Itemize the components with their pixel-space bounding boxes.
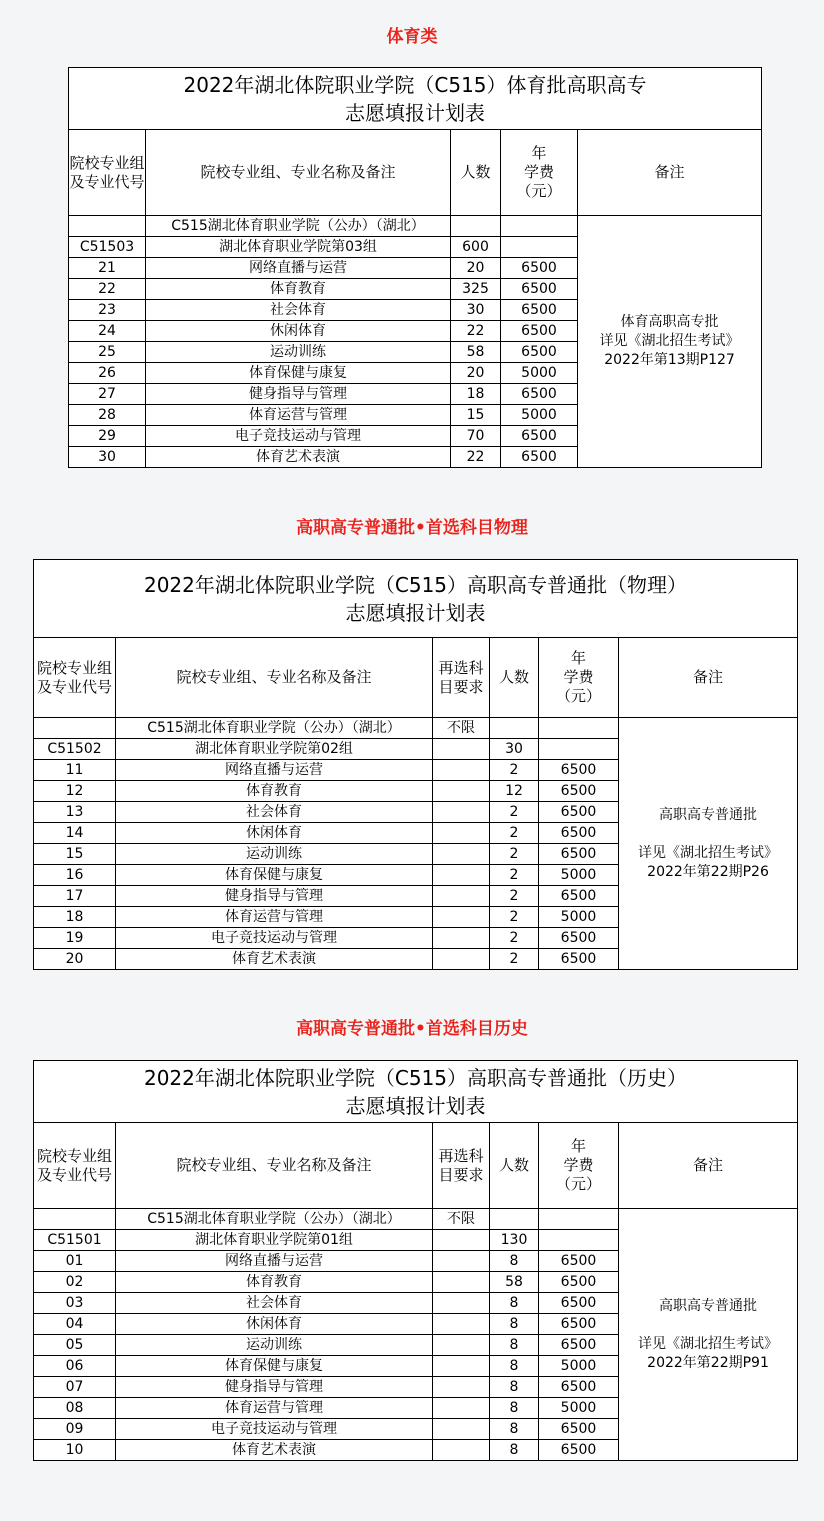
table-row: 10 体育艺术表演 8 6500 (34, 1440, 798, 1461)
group-count: 600 (451, 237, 501, 258)
table-row: 03 社会体育 8 6500 (34, 1293, 798, 1314)
header-fee: 年 学费 （元） (539, 1123, 619, 1209)
table-title: 2022年湖北体院职业学院（C515）体育批高职高专 志愿填报计划表 (69, 68, 762, 130)
table-row: 14 休闲体育 2 6500 (34, 823, 798, 844)
table-row (34, 718, 798, 739)
header-count: 人数 (490, 1123, 539, 1209)
table-row: 21 网络直播与运营 20 6500 (69, 258, 762, 279)
subject-requirement: 不限 (433, 718, 490, 739)
group-code: C51502 (34, 739, 116, 760)
table-row: 08 体育运营与管理 8 5000 (34, 1398, 798, 1419)
table-row (34, 1209, 798, 1230)
group-name: 湖北体育职业学院第03组 (146, 237, 451, 258)
group-name: 湖北体育职业学院第01组 (116, 1230, 433, 1251)
table-row: 15 运动训练 2 6500 (34, 844, 798, 865)
section-heading-history: 高职高专普通批•首选科目历史 (296, 1019, 528, 1039)
table-row: 01 网络直播与运营 8 6500 (34, 1251, 798, 1272)
plan-table-physics (33, 559, 798, 970)
header-note: 备注 (619, 1123, 798, 1209)
school-name: C515湖北体育职业学院（公办）（湖北） (116, 718, 433, 739)
header-requirement: 再选科目要求 (433, 638, 490, 718)
table-row: 02 体育教育 58 6500 (34, 1272, 798, 1293)
header-note: 备注 (619, 638, 798, 718)
table-row: 11 网络直播与运营 2 6500 (34, 760, 798, 781)
table-row: 30 体育艺术表演 22 6500 (69, 447, 762, 468)
group-count: 30 (490, 739, 539, 760)
header-name: 院校专业组、专业名称及备注 (116, 638, 433, 718)
table-row: 27 健身指导与管理 18 6500 (69, 384, 762, 405)
header-count: 人数 (451, 130, 501, 216)
table-row: 07 健身指导与管理 8 6500 (34, 1377, 798, 1398)
header-code: 院校专业组及专业代号 (34, 1123, 116, 1209)
table-row: 20 体育艺术表演 2 6500 (34, 949, 798, 970)
remark-cell: 高职高专普通批 详见《湖北招生考试》 2022年第22期P26 (619, 718, 798, 970)
header-fee: 年 学费 （元） (539, 638, 619, 718)
section-heading-physics: 高职高专普通批•首选科目物理 (296, 518, 528, 538)
remark-cell: 高职高专普通批 详见《湖北招生考试》 2022年第22期P91 (619, 1209, 798, 1461)
table-row: 16 体育保健与康复 2 5000 (34, 865, 798, 886)
header-count: 人数 (490, 638, 539, 718)
group-count: 130 (490, 1230, 539, 1251)
table-row: 12 体育教育 12 6500 (34, 781, 798, 802)
table-row: 22 体育教育 325 6500 (69, 279, 762, 300)
table-row: 17 健身指导与管理 2 6500 (34, 886, 798, 907)
group-name: 湖北体育职业学院第02组 (116, 739, 433, 760)
table-row: 09 电子竞技运动与管理 8 6500 (34, 1419, 798, 1440)
school-name: C515湖北体育职业学院（公办）（湖北） (146, 216, 451, 237)
table-row: 24 休闲体育 22 6500 (69, 321, 762, 342)
header-code: 院校专业组及专业代号 (69, 130, 146, 216)
table-row: 28 体育运营与管理 15 5000 (69, 405, 762, 426)
table-row: 23 社会体育 30 6500 (69, 300, 762, 321)
group-code: C51501 (34, 1230, 116, 1251)
table-row: 04 休闲体育 8 6500 (34, 1314, 798, 1335)
header-code: 院校专业组及专业代号 (34, 638, 116, 718)
header-name: 院校专业组、专业名称及备注 (116, 1123, 433, 1209)
table-title: 2022年湖北体院职业学院（C515）高职高专普通批（历史） 志愿填报计划表 (34, 1061, 798, 1123)
plan-table-sports (68, 67, 762, 468)
table-title: 2022年湖北体院职业学院（C515）高职高专普通批（物理） 志愿填报计划表 (34, 560, 798, 638)
table-row: 06 体育保健与康复 8 5000 (34, 1356, 798, 1377)
table-row: 26 体育保健与康复 20 5000 (69, 363, 762, 384)
remark-cell: 体育高职高专批 详见《湖北招生考试》 2022年第13期P127 (578, 216, 762, 468)
school-name: C515湖北体育职业学院（公办）（湖北） (116, 1209, 433, 1230)
table-row: 19 电子竞技运动与管理 2 6500 (34, 928, 798, 949)
group-code: C51503 (69, 237, 146, 258)
table-row: 18 体育运营与管理 2 5000 (34, 907, 798, 928)
header-requirement: 再选科目要求 (433, 1123, 490, 1209)
header-name: 院校专业组、专业名称及备注 (146, 130, 451, 216)
header-fee: 年 学费 （元） (501, 130, 578, 216)
table-row: 25 运动训练 58 6500 (69, 342, 762, 363)
table-row: 05 运动训练 8 6500 (34, 1335, 798, 1356)
plan-table-history (33, 1060, 798, 1461)
section-heading-sports: 体育类 (386, 27, 438, 47)
subject-requirement: 不限 (433, 1209, 490, 1230)
table-row: 29 电子竞技运动与管理 70 6500 (69, 426, 762, 447)
table-row: 13 社会体育 2 6500 (34, 802, 798, 823)
header-note: 备注 (578, 130, 762, 216)
table-row (69, 216, 762, 237)
